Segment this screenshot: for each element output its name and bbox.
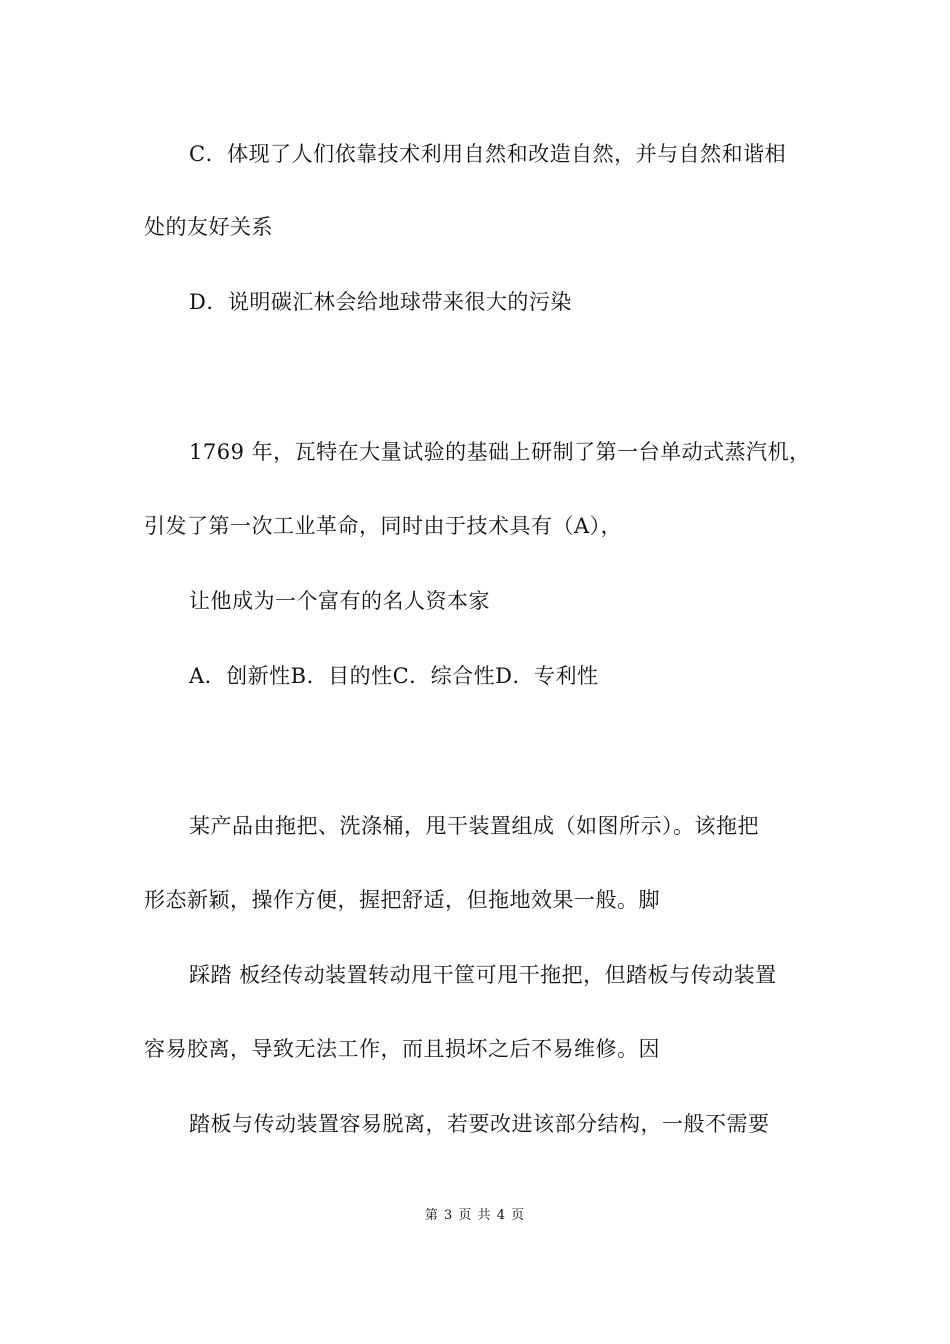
option-c-line-1: C．体现了人们依靠技术利用自然和改造自然，并与自然和谐相 — [189, 142, 787, 166]
option-c-line-2: 处的友好关系 — [144, 215, 273, 239]
paragraph-line-1: 某产品由拖把、洗涤桶，甩干装置组成（如图所示）。该拖把 — [189, 814, 759, 838]
page-number-footer: 第 3 页 共 4 页 — [424, 1208, 526, 1223]
paragraph-line-5: 踏板与传动装置容易脱离，若要改进该部分结构，一般不需要 — [189, 1112, 770, 1136]
question-line-1: 1769 年，瓦特在大量试验的基础上研制了第一台单动式蒸汽机， — [189, 440, 811, 464]
answer-options-line: A．创新性B．目的性C．综合性D．专利性 — [189, 664, 599, 688]
question-line-3: 让他成为一个富有的名人资本家 — [189, 589, 490, 613]
question-line-2: 引发了第一次工业革命，同时由于技术具有（A）， — [144, 514, 623, 538]
paragraph-line-4: 容易胶离，导致无法工作，而且损坏之后不易维修。因 — [144, 1037, 660, 1061]
option-d-line: D．说明碳汇林会给地球带来很大的污染 — [189, 290, 572, 314]
paragraph-line-2: 形态新颖，操作方便，握把舒适，但拖地效果一般。脚 — [144, 888, 660, 912]
paragraph-line-3: 踩踏 板经传动装置转动甩干筐可甩干拖把，但踏板与传动装置 — [189, 963, 777, 987]
